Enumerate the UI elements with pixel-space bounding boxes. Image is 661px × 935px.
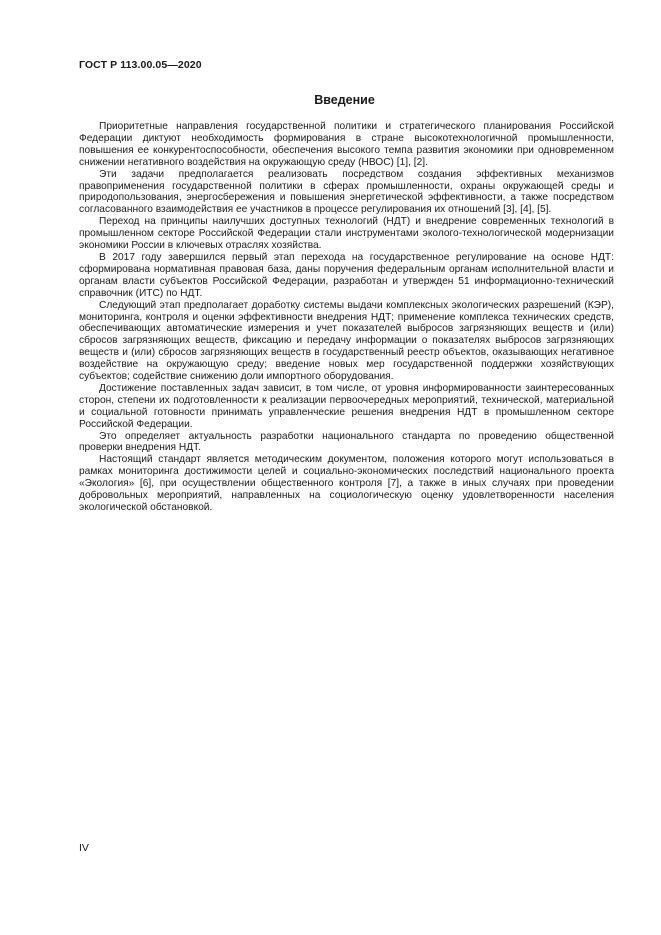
- paragraph: Приоритетные направления государственной политики и стратегического планирования Российской Федерации диктуют необходимость формирования в стране высокотехнологичной промышленности, повышения ее конкурентоспособности, обеспечения высокого темпа развития экономики при одновременном снижении негативного воздействия на окружающую среду (НВОС) [1], [2].: [79, 121, 614, 168]
- paragraph: Настоящий стандарт является методическим документом, положения которого могут использоваться в рамках мониторинга достижимости целей и социально-экономических последствий национального проекта «Экология» [6], при осуществлении общественного контроля [7], а также в иных случаях при проведении добровольных мероприятий, направленных на социологическую оценку удовлетворенности населения экологической обстановкой.: [79, 454, 614, 513]
- paragraph: Это определяет актуальность разработки национального стандарта по проведению общественной проверки внедрения НДТ.: [79, 430, 614, 454]
- section-title: Введение: [314, 93, 375, 107]
- body-text: [79, 121, 614, 514]
- paragraph: Эти задачи предполагается реализовать посредством создания эффективных механизмов правоприменения государственной политики в сферах промышленности, охраны окружающей среды и природопользования, энергосбережения и повышения энергетической эффективности, а также посредством согласованного взаимодействия ее участников в процессе регулирования их отношений [3], [4], [5].: [79, 168, 614, 216]
- paragraph: Следующий этап предполагает доработку системы выдачи комплексных экологических разрешений (КЭР), мониторинга, контроля и оценки эффективности внедрения НДТ; применение комплекса технических средств, обеспечивающих автоматические измерения и учет показателей выбросов загрязняющих веществ и (или) сбросов загрязняющих веществ, фиксацию и передачу информации о показателях выбросов загрязняющих веществ и (или) сбросов загрязняющих веществ в государственный реестр объектов, оказывающих негативное воздействие на окружающую среду; введение новых мер государственной поддержки хозяйствующих субъектов; содействие снижению доли импортного оборудования.: [79, 299, 614, 383]
- page-number: IV: [79, 842, 89, 854]
- paragraph: В 2017 году завершился первый этап перехода на государственное регулирование на основе НДТ: сформирована нормативная правовая база, даны поручения федеральным органам исполнительной власти и органам власти субъектов Российской Федерации, разработан и утвержден 51 информационно-технический справочник (ИТС) по НДТ.: [79, 251, 614, 299]
- document-code: ГОСТ Р 113.00.05—2020: [79, 59, 202, 71]
- paragraph: Переход на принципы наилучших доступных технологий (НДТ) и внедрение современных технологий в промышленном секторе Российской Федерации стали инструментами эколого-технологической модернизации экономики России в ключевых отраслях хозяйства.: [79, 216, 614, 252]
- paragraph: Достижение поставленных задач зависит, в том числе, от уровня информированности заинтересованных сторон, степени их подготовленности к реализации первоочередных мероприятий, технической, материальной и социальной готовности принимать управленческие решения внедрения НДТ в промышленном секторе Российской Федерации.: [79, 382, 614, 430]
